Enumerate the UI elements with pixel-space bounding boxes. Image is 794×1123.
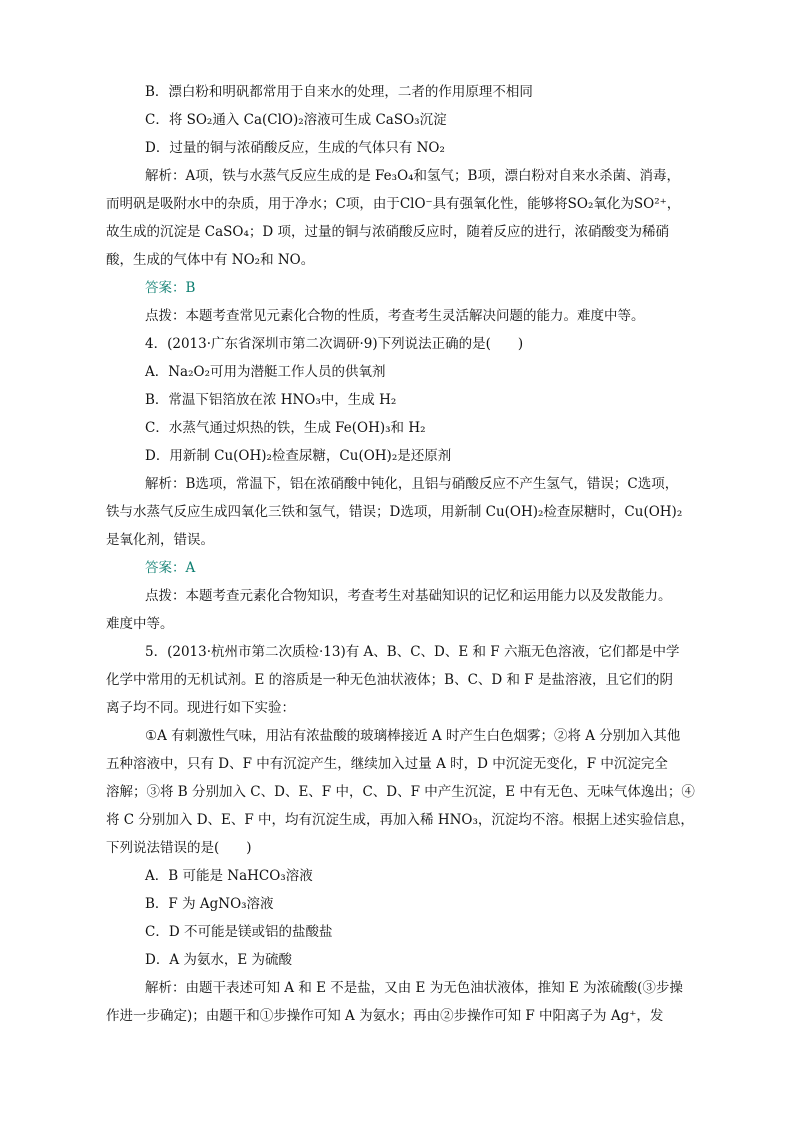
text-line: 离子均不同。现进行如下实验： [106, 700, 295, 716]
text-line: B．漂白粉和明矾都常用于自来水的处理，二者的作用原理不相同 [145, 84, 533, 100]
text-line: 解析：由题干表述可知 A 和 E 不是盐，又由 E 为无色油状液体，推知 E 为浓硫酸(③步操 [145, 980, 683, 996]
text-line: 4．(2013·广东省深圳市第二次调研·9)下列说法正确的是( ) [145, 336, 524, 352]
text-line: 五种溶液中，只有 D、F 中有沉淀产生，继续加入过量 A 时，D 中沉淀无变化，F 中沉淀完全 [106, 756, 668, 772]
text-line: D．用新制 Cu(OH)₂检查尿糖，Cu(OH)₂是还原剂 [145, 448, 452, 464]
text-line: ①A 有刺激性气味，用沾有浓盐酸的玻璃棒接近 A 时产生白色烟雾；②将 A 分别加入其他 [145, 728, 681, 744]
text-line: B．常温下铝箔放在浓 HNO₃中，生成 H₂ [145, 392, 397, 408]
text-line: 酸，生成的气体中有 NO₂和 NO。 [106, 252, 315, 268]
text-line: 溶解；③将 B 分别加入 C、D、E、F 中，C、D、F 中产生沉淀，E 中有无色、无味气体逸出；④ [106, 784, 695, 800]
text-line: C．水蒸气通过炽热的铁，生成 Fe(OH)₃和 H₂ [145, 420, 426, 436]
text-line: 解析：A项，铁与水蒸气反应生成的是 Fe₃O₄和氢气；B项，漂白粉对自来水杀菌、消毒， [145, 168, 680, 184]
text-line: B．F 为 AgNO₃溶液 [145, 896, 274, 912]
text-line: C．将 SO₂通入 Ca(ClO)₂溶液可生成 CaSO₃沉淀 [145, 112, 447, 128]
text-line: 答案：B [145, 280, 196, 296]
text-line: 点拨：本题考查元素化合物知识，考查考生对基础知识的记忆和运用能力以及发散能力。 [145, 588, 672, 604]
text-line: 故生成的沉淀是 CaSO₄；D 项，过量的铜与浓硝酸反应时，随着反应的进行，浓硝酸变为稀硝 [106, 224, 670, 240]
text-line: 是氧化剂，错误。 [106, 532, 214, 548]
text-line: 5．(2013·杭州市第二次质检·13)有 A、B、C、D、E 和 F 六瓶无色溶液，它们都是中学 [145, 644, 680, 660]
text-line: 下列说法错误的是( ) [106, 840, 252, 856]
text-line: 点拨：本题考查常见元素化合物的性质，考查考生灵活解决问题的能力。难度中等。 [145, 308, 645, 324]
text-line: 答案：A [145, 560, 196, 576]
text-line: 将 C 分别加入 D、E、F 中，均有沉淀生成，再加入稀 HNO₃，沉淀均不溶。根据上述实验信息， [106, 812, 694, 828]
text-line: A．B 可能是 NaHCO₃溶液 [145, 868, 313, 884]
text-line: 难度中等。 [106, 616, 174, 632]
text-line: D．过量的铜与浓硝酸反应，生成的气体只有 NO₂ [145, 140, 445, 156]
text-line: 作进一步确定)；由题干和①步操作可知 A 为氨水；再由②步操作可知 F 中阳离子为 Ag⁺，发 [106, 1008, 664, 1024]
text-line: A．Na₂O₂可用为潜艇工作人员的供氧剂 [145, 364, 386, 380]
text-line: 铁与水蒸气反应生成四氧化三铁和氢气，错误；D选项，用新制 Cu(OH)₂检查尿糖时，Cu(OH)₂ [106, 504, 683, 520]
text-line: 化学中常用的无机试剂。E 的溶质是一种无色油状液体；B、C、D 和 F 是盐溶液，且它们的阴 [106, 672, 673, 688]
text-line: D．A 为氨水，E 为硫酸 [145, 952, 293, 968]
text-line: 解析：B选项，常温下，铝在浓硝酸中钝化，且铝与硝酸反应不产生氢气，错误；C选项， [145, 476, 679, 492]
text-line: C．D 不可能是镁或铝的盐酸盐 [145, 924, 333, 940]
text-line: 而明矾是吸附水中的杂质，用于净水；C项，由于ClO⁻具有强氧化性，能够将SO₂氧化为SO²⁺， [106, 196, 681, 212]
